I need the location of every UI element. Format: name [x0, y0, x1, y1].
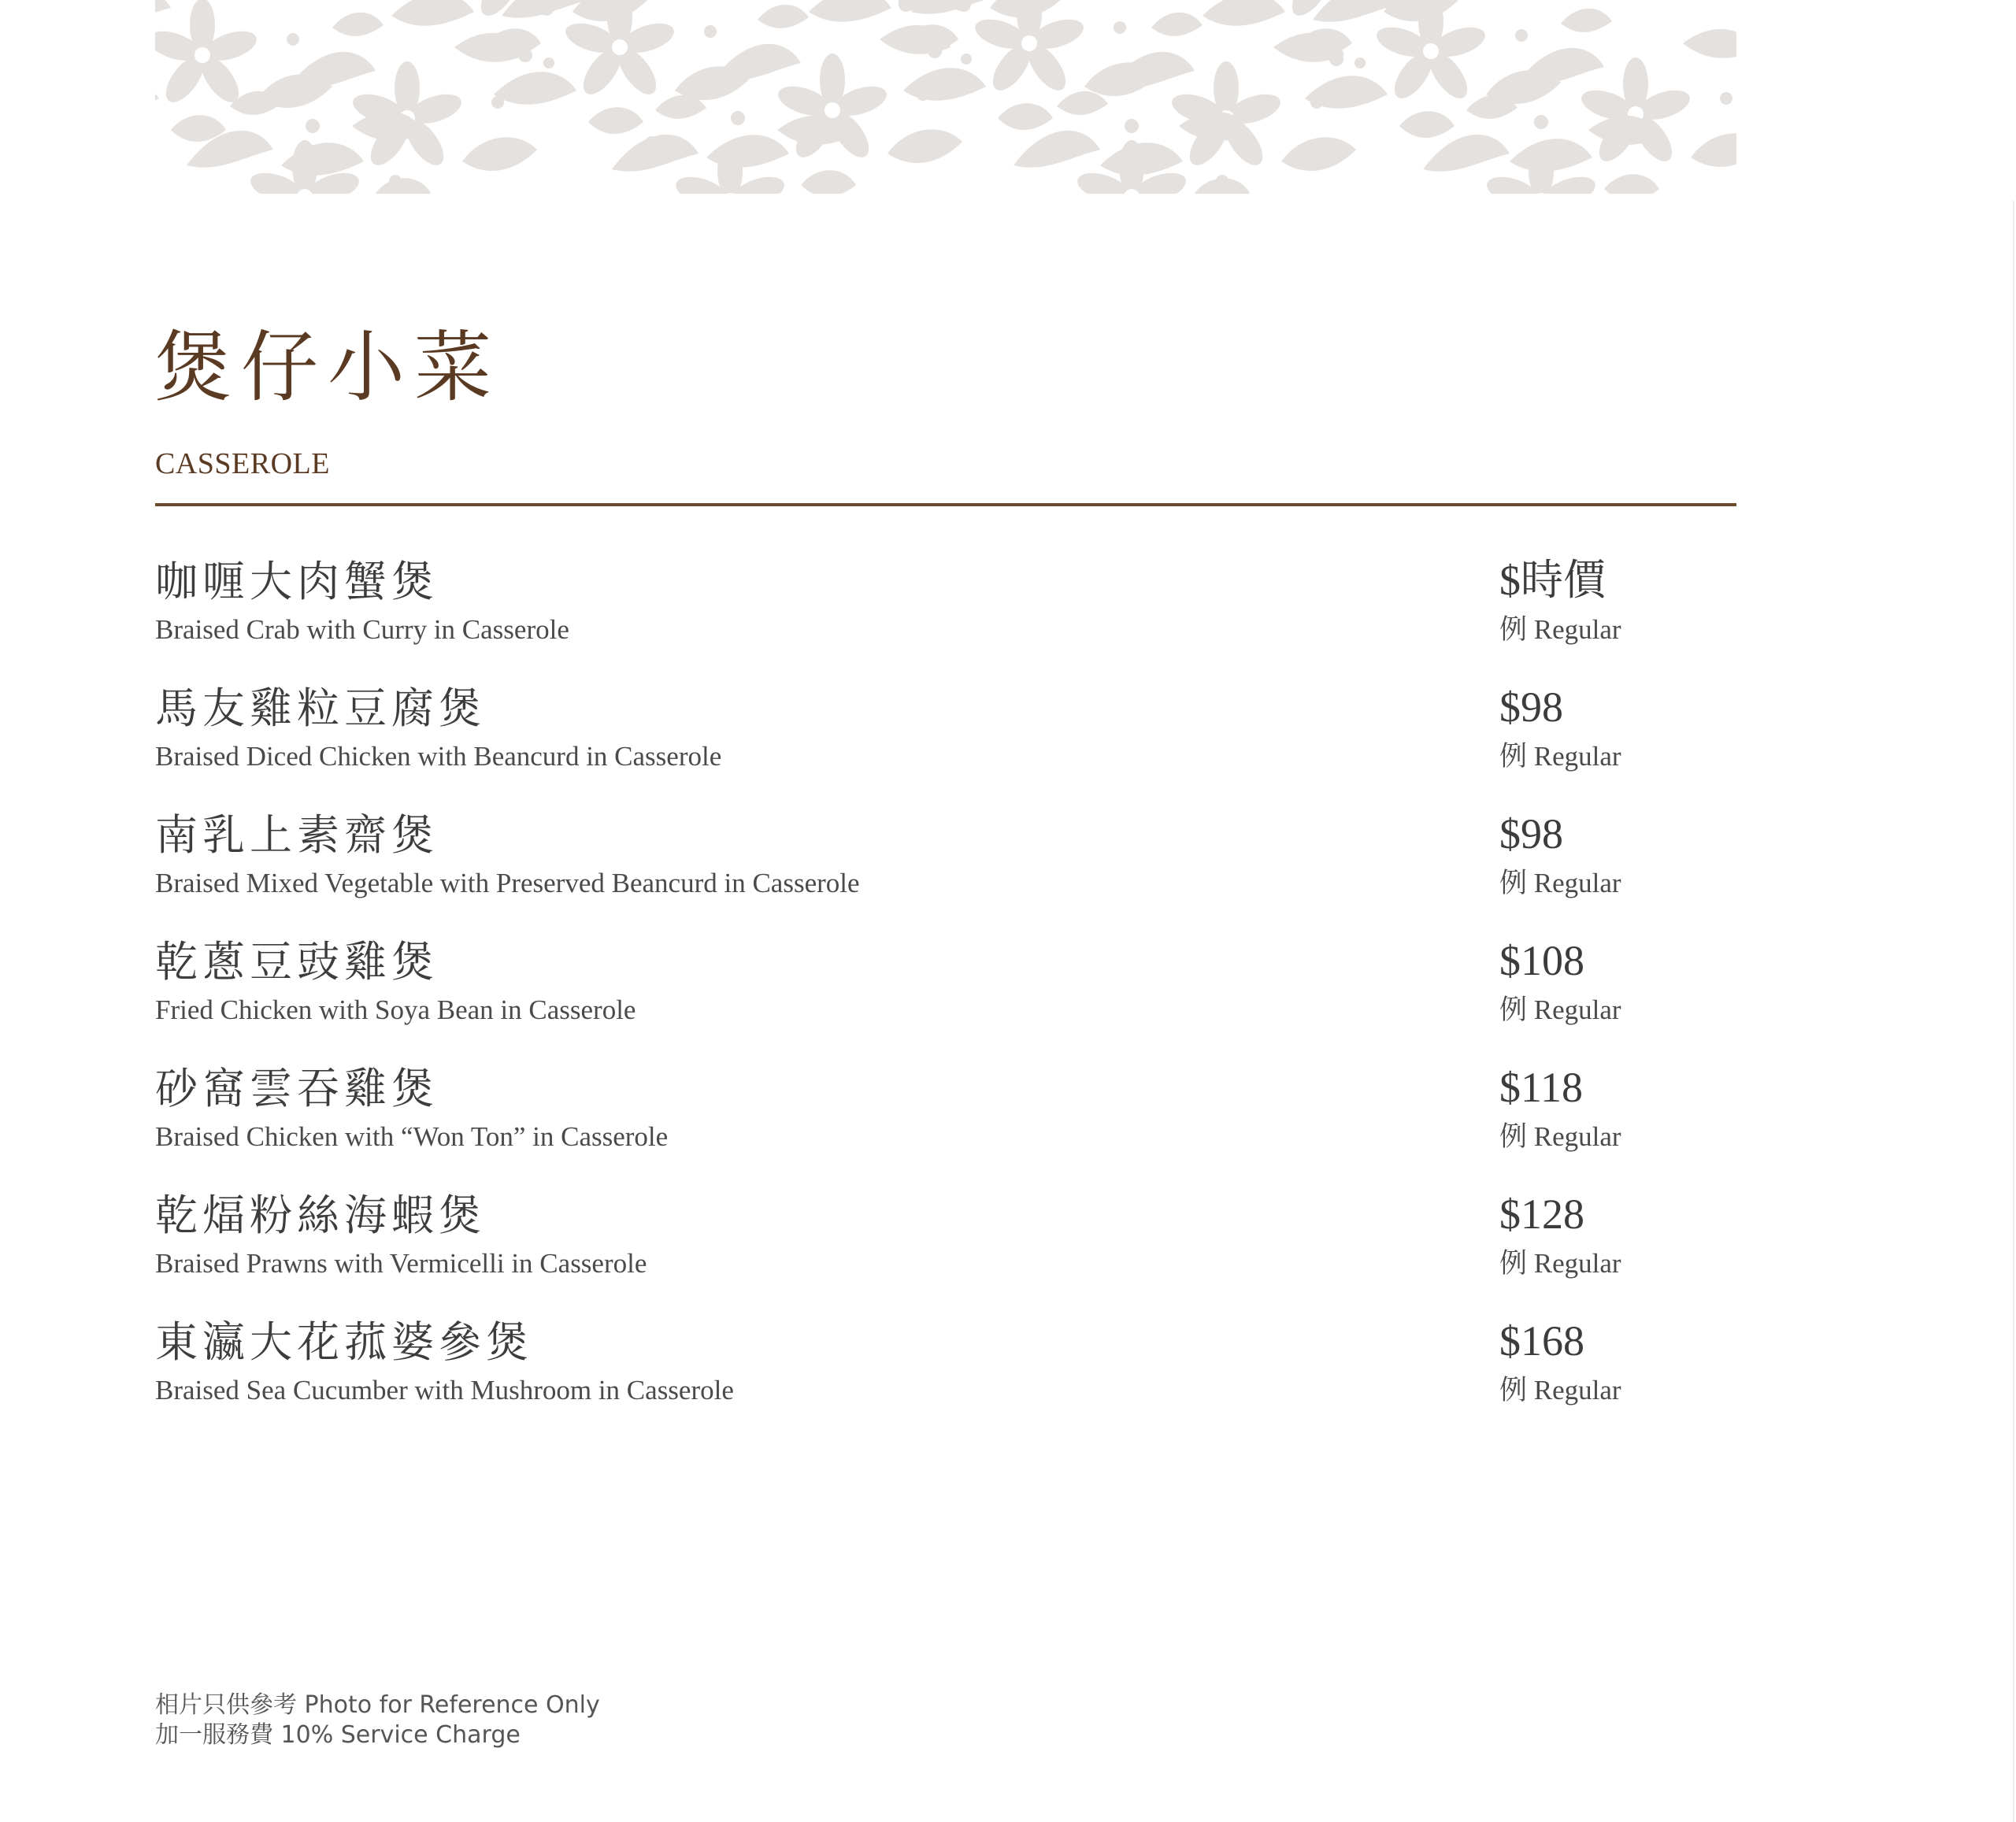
dish-name-english: Braised Chicken with “Won Ton” in Casserole — [155, 1121, 669, 1152]
service-charge-note: 加一服務費 10% Service Charge — [155, 1721, 521, 1749]
dish-name-english: Fried Chicken with Soya Bean in Casserole — [155, 994, 636, 1025]
dish-price: $168 — [1499, 1317, 1584, 1365]
menu-item — [155, 1191, 1736, 1289]
menu-item — [155, 1064, 1736, 1162]
dish-name-english: Braised Crab with Curry in Casserole — [155, 614, 569, 645]
section-title-english: CASSEROLE — [155, 447, 330, 480]
floral-pattern-banner — [155, 0, 1736, 194]
dish-name-chinese: 砂窩雲吞雞煲 — [155, 1064, 439, 1113]
dish-name-chinese: 南乳上素齋煲 — [155, 810, 439, 860]
dish-name-english: Braised Mixed Vegetable with Preserved Beancurd in Casserole — [155, 868, 860, 898]
dish-name-english: Braised Diced Chicken with Beancurd in Casserole — [155, 741, 722, 772]
dish-name-chinese: 馬友雞粒豆腐煲 — [155, 683, 486, 733]
dish-portion: 例 Regular — [1499, 1375, 1621, 1405]
dish-price: $118 — [1499, 1064, 1583, 1111]
dish-portion: 例 Regular — [1499, 868, 1621, 898]
dish-portion: 例 Regular — [1499, 1248, 1621, 1279]
menu-item — [155, 683, 1736, 782]
dish-price: $時價 — [1499, 557, 1606, 604]
dish-name-chinese: 乾煏粉絲海蝦煲 — [155, 1191, 486, 1240]
dish-price: $98 — [1499, 683, 1563, 731]
menu-item — [155, 937, 1736, 1035]
dish-price: $98 — [1499, 810, 1563, 857]
menu-item — [155, 557, 1736, 655]
dish-name-chinese: 東瀛大花菰婆參煲 — [155, 1317, 533, 1367]
section-divider — [155, 503, 1736, 506]
dish-name-chinese: 咖喱大肉蟹煲 — [155, 557, 439, 606]
dish-portion: 例 Regular — [1499, 614, 1621, 645]
dish-portion: 例 Regular — [1499, 994, 1621, 1025]
dish-name-chinese: 乾蔥豆豉雞煲 — [155, 937, 439, 987]
menu-item — [155, 810, 1736, 909]
photo-disclaimer: 相片只供參考 Photo for Reference Only — [155, 1691, 600, 1719]
dish-name-english: Braised Prawns with Vermicelli in Casserole — [155, 1248, 647, 1279]
dish-price: $128 — [1499, 1191, 1584, 1238]
dish-portion: 例 Regular — [1499, 741, 1621, 772]
dish-portion: 例 Regular — [1499, 1121, 1621, 1152]
section-title-chinese: 煲仔小菜 — [154, 323, 502, 413]
page-edge-divider — [2013, 201, 2014, 1822]
dish-price: $108 — [1499, 937, 1584, 984]
dish-name-english: Braised Sea Cucumber with Mushroom in Casserole — [155, 1375, 734, 1405]
menu-item — [155, 1317, 1736, 1416]
